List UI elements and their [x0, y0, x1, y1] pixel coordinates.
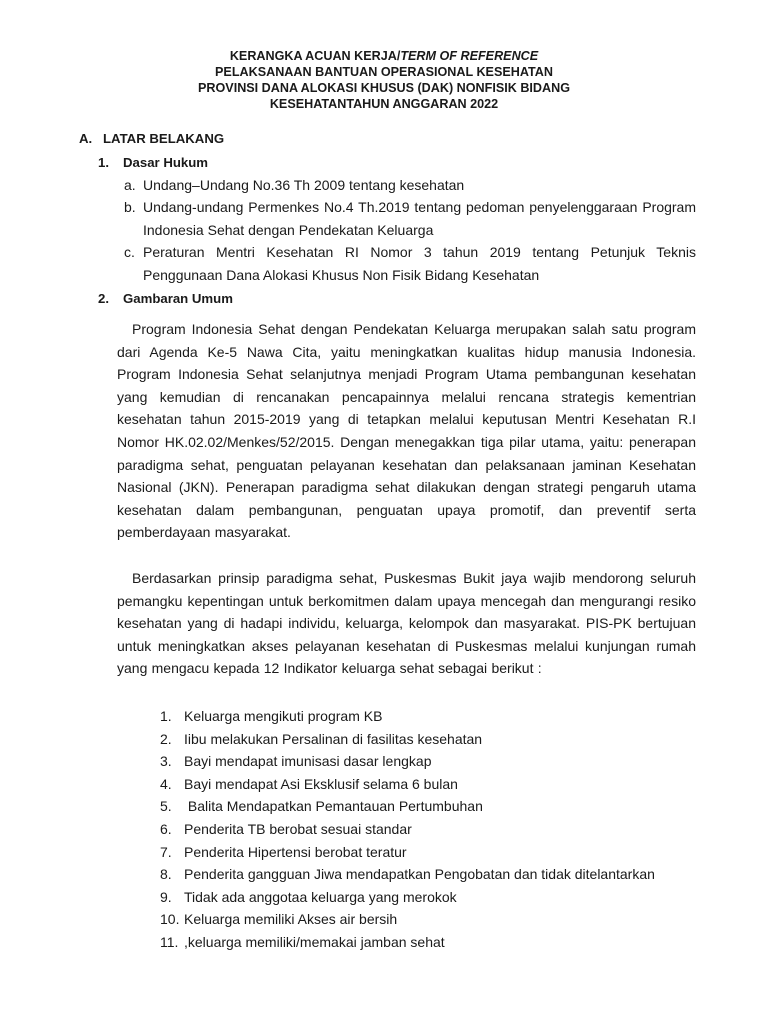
title-italic: TERM OF REFERENCE	[400, 49, 539, 63]
indicator-list	[160, 705, 655, 954]
list-item: 6. Penderita TB berobat sesuai standar	[160, 820, 412, 837]
title-line-1: KERANGKA ACUAN KERJA/TERM OF REFERENCE	[229, 49, 539, 63]
document-title	[0, 48, 768, 112]
paragraph-2: Berdasarkan prinsip paradigma sehat, Puskesmas Bukit jaya wajib mendorong seluruh pemangku kepentingan untuk berkomitmen dalam upaya mencegah dan mengurangi resiko kesehatan yang di hadapi individu, keluarga, kelompok dan masyarakat. PIS-PK bertujuan untuk meningkatkan akses pelayanan kesehatan di Puskesmas melalui kunjungan rumah yang mengacu kepada 12 Indikator keluarga sehat sebagai berikut :	[117, 570, 696, 677]
list-item: 10. Keluarga memiliki Akses air bersih	[160, 911, 398, 928]
list-item: 11. ,keluarga memiliki/memakai jamban sehat	[160, 933, 445, 950]
title-line-3: PROVINSI DANA ALOKASI KHUSUS (DAK) NONFISIK BIDANG	[198, 81, 570, 95]
list-item: 5. Balita Mendapatkan Pemantauan Pertumbuhan	[160, 798, 483, 815]
list-item: 3. Bayi mendapat imunisasi dasar lengkap	[160, 753, 432, 770]
list-item: 7. Penderita Hipertensi berobat teratur	[160, 843, 407, 860]
list-item: 1. Keluarga mengikuti program KB	[160, 708, 383, 724]
paragraph-1: Program Indonesia Sehat dengan Pendekatan Keluarga merupakan salah satu program dari Agenda Ke-5 Nawa Cita, yaitu meningkatkan kualitas hidup manusia Indonesia. Program Indonesia Sehat selanjutnya menjadi Program Utama pembangunan kesehatan yang kemudian di rencanakan pencapainnya melalui rencana strategis kementrian kesehatan tahun 2015-2019 yang di tetapkan melalui keputusan Mentri Kesehatan R.I Nomor HK.02.02/Menkes/52/2015. Dengan menegakkan tiga pilar utama, yaitu: penerapan paradigma sehat, penguatan pelayanan kesehatan dan pelaksanaan jaminan Kesehatan Nasional (JKN). Penerapan paradigma sehat dilakukan dengan strategi pengaruh utama kesehatan dalam pembangunan, penguatan upaya promotif, dan preventif serta pemberdayaan masyarakat.	[117, 321, 696, 541]
list-item: 8. Penderita gangguan Jiwa mendapatkan Pengobatan dan tidak ditelantarkan	[160, 866, 655, 883]
dasar-hukum-item: a. Undang–Undang No.36 Th 2009 tentang kesehatan	[124, 177, 465, 193]
dasar-hukum-item: c. Peraturan Mentri Kesehatan RI Nomor 3 tahun 2019 tentang Petunjuk Teknis Penggunaan Dana Alokasi Khusus Non Fisik Bidang Kesehatan	[124, 244, 696, 283]
gambaran-umum-heading: 2. Gambaran Umum	[98, 291, 233, 306]
list-item: 4. Bayi mendapat Asi Eksklusif selama 6 bulan	[160, 775, 458, 792]
section-a-heading: A. LATAR BELAKANG	[79, 131, 225, 146]
dasar-hukum-heading: 1. Dasar Hukum	[98, 155, 209, 170]
list-item: 9. Tidak ada anggotaa keluarga yang merokok	[160, 888, 457, 905]
list-item: 2. Iibu melakukan Persalinan di fasilitas kesehatan	[160, 730, 483, 747]
title-line-4: KESEHATANTAHUN ANGGARAN 2022	[269, 97, 499, 111]
title-line-2: PELAKSANAAN BANTUAN OPERASIONAL KESEHATAN	[215, 65, 553, 79]
dasar-hukum-item: b. Undang-undang Permenkes No.4 Th.2019 tentang pedoman penyelenggaraan Program Indonesia Sehat dengan Pendekatan Keluarga	[124, 199, 696, 238]
